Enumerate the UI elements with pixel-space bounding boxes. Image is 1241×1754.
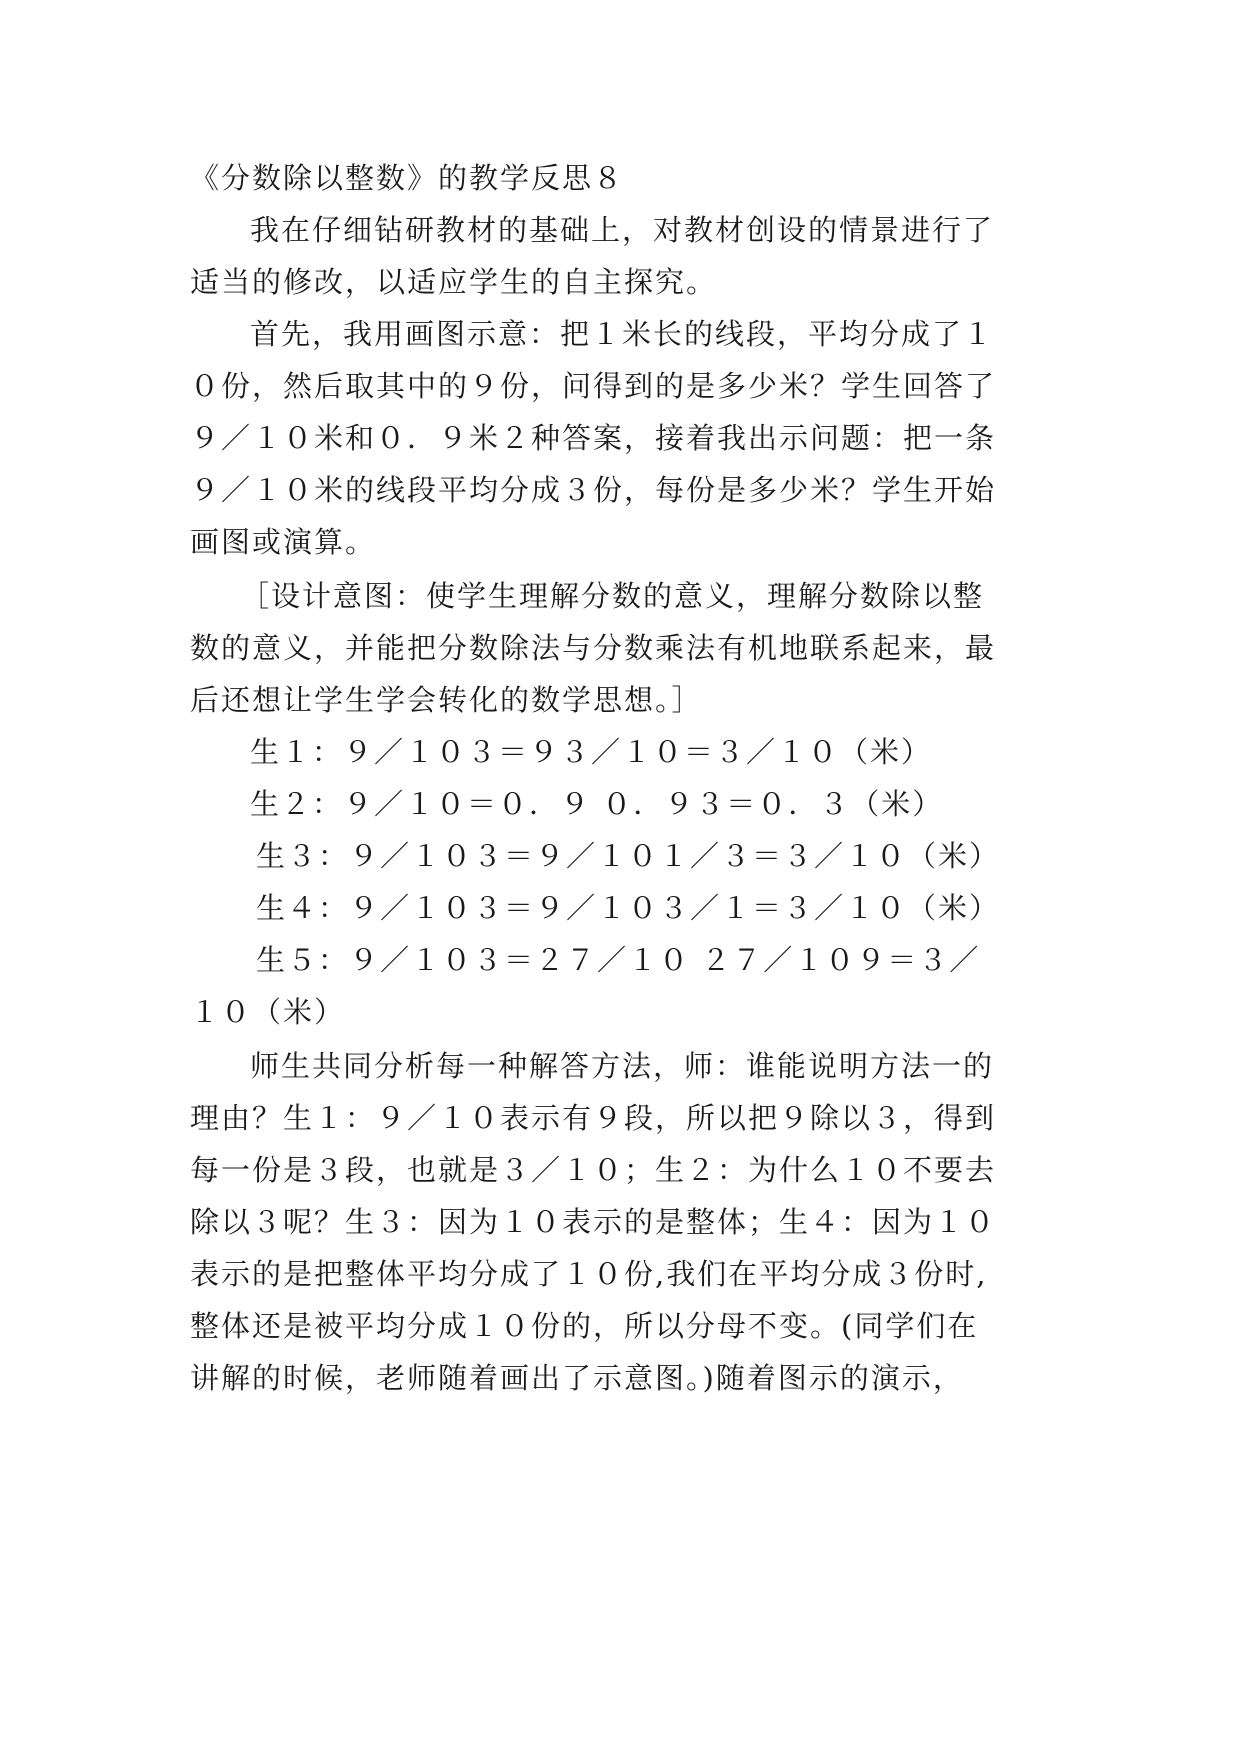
text-line: 适当的修改，以适应学生的自主探究。 bbox=[190, 265, 718, 299]
text-line: 讲解的时候，老师随着画出了示意图。)随着图示的演示， bbox=[190, 1361, 964, 1395]
text-line: 生３：９／１０３＝９／１０１／３＝３／１０（米） bbox=[256, 839, 1001, 873]
text-line: 每一份是３段，也就是３／１０；生２：为什么１０不要去 bbox=[190, 1153, 997, 1187]
text-line: 除以３呢？生３：因为１０表示的是整体；生４：因为１０ bbox=[190, 1205, 997, 1239]
text-line: 生１：９／１０３＝９３／１０＝３／１０（米） bbox=[250, 735, 933, 769]
text-line: ９／１０米和０．９米２种答案，接着我出示问题：把一条 bbox=[190, 421, 997, 455]
text-line: 师生共同分析每一种解答方法，师：谁能说明方法一的 bbox=[250, 1049, 995, 1083]
text-line: ９／１０米的线段平均分成３份，每份是多少米？学生开始 bbox=[190, 473, 997, 507]
text-line: 理由？生１：９／１０表示有９段，所以把９除以３，得到 bbox=[190, 1101, 997, 1135]
text-line: 后还想让学生学会转化的数学思想。］ bbox=[190, 683, 703, 717]
text-line: 表示的是把整体平均分成了１０份,我们在平均分成３份时, bbox=[190, 1257, 988, 1291]
text-line: 生２：９／１０＝０．９ ０．９３＝０．３（米） bbox=[250, 787, 944, 821]
text-line: 画图或演算。 bbox=[190, 525, 377, 559]
text-line: １０（米） bbox=[190, 995, 346, 1029]
text-line: ［设计意图：使学生理解分数的意义，理解分数除以整 bbox=[240, 579, 985, 613]
text-line: ０份，然后取其中的９份，问得到的是多少米？学生回答了 bbox=[190, 369, 997, 403]
text-line: 数的意义，并能把分数除法与分数乘法有机地联系起来，最 bbox=[190, 631, 997, 665]
text-line: 整体还是被平均分成１０份的，所以分母不变。(同学们在 bbox=[190, 1309, 979, 1343]
text-line: 生５：９／１０３＝２７／１０ ２７／１０９＝３／ bbox=[256, 943, 981, 977]
text-line: 首先，我用画图示意：把１米长的线段，平均分成了１ bbox=[250, 317, 995, 351]
document-title: 《分数除以整数》的教学反思８ bbox=[190, 161, 625, 195]
text-line: 我在仔细钻研教材的基础上，对教材创设的情景进行了 bbox=[250, 213, 995, 247]
text-line: 生４：９／１０３＝９／１０３／１＝３／１０（米） bbox=[256, 891, 1001, 925]
